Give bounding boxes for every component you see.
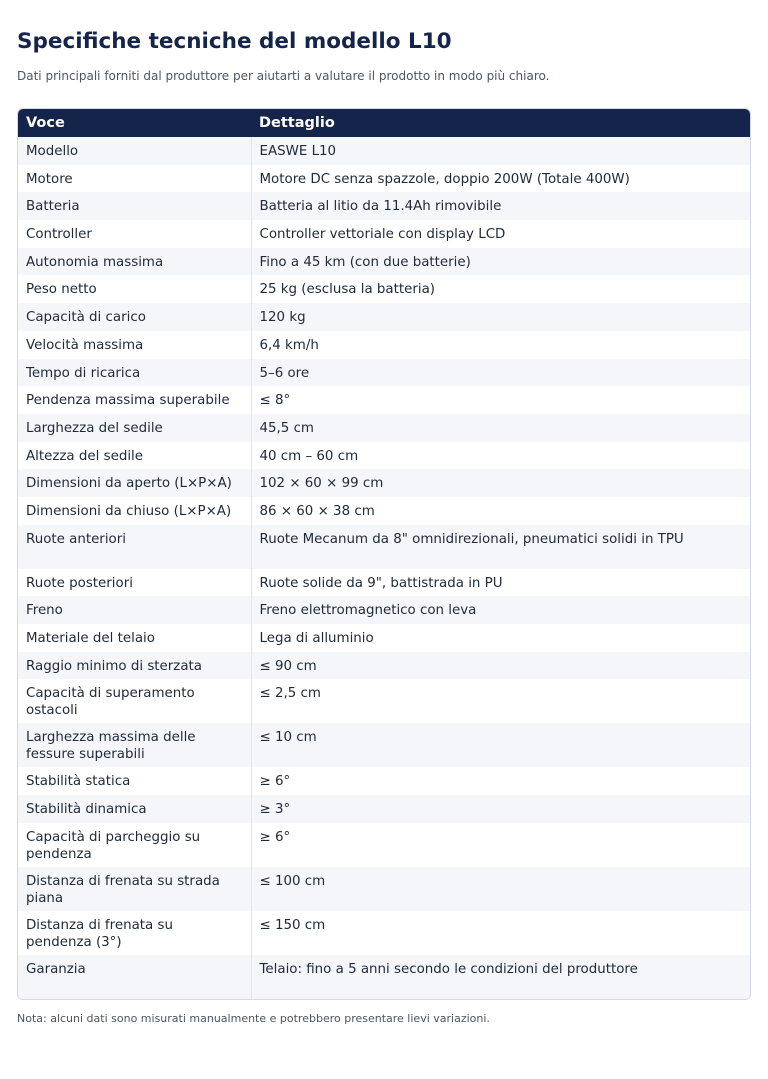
row-value: ≥ 6° bbox=[251, 823, 750, 867]
row-value: Freno elettromagnetico con leva bbox=[251, 596, 750, 624]
row-label: Distanza di frenata su strada piana bbox=[18, 867, 251, 911]
table-row bbox=[18, 679, 750, 723]
header-voce: Voce bbox=[18, 109, 251, 137]
table-row bbox=[18, 569, 750, 597]
row-label: Larghezza massima delle fessure superabili bbox=[18, 723, 251, 767]
row-label: Autonomia massima bbox=[18, 248, 251, 276]
row-label: Garanzia bbox=[18, 955, 251, 999]
row-label: Ruote anteriori bbox=[18, 525, 251, 569]
row-value: EASWE L10 bbox=[251, 137, 750, 165]
row-value: Ruote solide da 9", battistrada in PU bbox=[251, 569, 750, 597]
table-row bbox=[18, 723, 750, 767]
row-label: Larghezza del sedile bbox=[18, 414, 251, 442]
row-value: Fino a 45 km (con due batterie) bbox=[251, 248, 750, 276]
table-row bbox=[18, 414, 750, 442]
row-label: Velocità massima bbox=[18, 331, 251, 359]
row-value: 25 kg (esclusa la batteria) bbox=[251, 275, 750, 303]
row-label: Batteria bbox=[18, 192, 251, 220]
table-row bbox=[18, 192, 750, 220]
row-label: Pendenza massima superabile bbox=[18, 386, 251, 414]
table-row bbox=[18, 497, 750, 525]
table-row bbox=[18, 248, 750, 276]
row-label: Distanza di frenata su pendenza (3°) bbox=[18, 911, 251, 955]
footnote: Nota: alcuni dati sono misurati manualmente e potrebbero presentare lievi variazioni. bbox=[17, 1012, 490, 1025]
row-value: 86 × 60 × 38 cm bbox=[251, 497, 750, 525]
row-label: Raggio minimo di sterzata bbox=[18, 652, 251, 680]
table-row bbox=[18, 795, 750, 823]
row-label: Dimensioni da aperto (L×P×A) bbox=[18, 469, 251, 497]
table-row bbox=[18, 137, 750, 165]
table-row bbox=[18, 596, 750, 624]
table-row bbox=[18, 955, 750, 999]
table-row bbox=[18, 331, 750, 359]
row-value: ≤ 150 cm bbox=[251, 911, 750, 955]
row-value: 45,5 cm bbox=[251, 414, 750, 442]
table-row bbox=[18, 624, 750, 652]
row-value: ≥ 6° bbox=[251, 767, 750, 795]
table-row bbox=[18, 867, 750, 911]
table-row bbox=[18, 911, 750, 955]
row-value: Batteria al litio da 11.4Ah rimovibile bbox=[251, 192, 750, 220]
table-row bbox=[18, 220, 750, 248]
row-label: Capacità di carico bbox=[18, 303, 251, 331]
row-value: ≤ 8° bbox=[251, 386, 750, 414]
table-row bbox=[18, 303, 750, 331]
row-value: ≤ 100 cm bbox=[251, 867, 750, 911]
row-value: Ruote Mecanum da 8" omnidirezionali, pneumatici solidi in TPU bbox=[251, 525, 750, 569]
row-label: Stabilità dinamica bbox=[18, 795, 251, 823]
table-row bbox=[18, 652, 750, 680]
row-value: ≤ 10 cm bbox=[251, 723, 750, 767]
row-label: Dimensioni da chiuso (L×P×A) bbox=[18, 497, 251, 525]
row-label: Freno bbox=[18, 596, 251, 624]
table-row bbox=[18, 525, 750, 569]
row-label: Ruote posteriori bbox=[18, 569, 251, 597]
header-dettaglio: Dettaglio bbox=[251, 109, 750, 137]
row-label: Peso netto bbox=[18, 275, 251, 303]
table-row bbox=[18, 386, 750, 414]
table-row bbox=[18, 275, 750, 303]
table-row bbox=[18, 442, 750, 470]
table-row bbox=[18, 823, 750, 867]
spec-table-container bbox=[17, 108, 751, 1000]
row-value: Motore DC senza spazzole, doppio 200W (Totale 400W) bbox=[251, 165, 750, 193]
row-value: 5–6 ore bbox=[251, 359, 750, 387]
row-value: 40 cm – 60 cm bbox=[251, 442, 750, 470]
row-value: Controller vettoriale con display LCD bbox=[251, 220, 750, 248]
row-value: 102 × 60 × 99 cm bbox=[251, 469, 750, 497]
table-row bbox=[18, 359, 750, 387]
row-label: Capacità di parcheggio su pendenza bbox=[18, 823, 251, 867]
row-value: Telaio: fino a 5 anni secondo le condizioni del produttore bbox=[251, 955, 750, 999]
row-value: ≤ 2,5 cm bbox=[251, 679, 750, 723]
table-header-row bbox=[18, 109, 750, 137]
row-label: Capacità di superamento ostacoli bbox=[18, 679, 251, 723]
row-label: Tempo di ricarica bbox=[18, 359, 251, 387]
row-label: Stabilità statica bbox=[18, 767, 251, 795]
page-subtitle: Dati principali forniti dal produttore per aiutarti a valutare il prodotto in modo più chiaro. bbox=[17, 69, 550, 83]
row-label: Controller bbox=[18, 220, 251, 248]
row-value: 6,4 km/h bbox=[251, 331, 750, 359]
row-value: ≥ 3° bbox=[251, 795, 750, 823]
table-row bbox=[18, 165, 750, 193]
row-label: Modello bbox=[18, 137, 251, 165]
spec-table bbox=[18, 109, 750, 999]
row-value: Lega di alluminio bbox=[251, 624, 750, 652]
table-row bbox=[18, 469, 750, 497]
row-value: ≤ 90 cm bbox=[251, 652, 750, 680]
row-label: Altezza del sedile bbox=[18, 442, 251, 470]
table-row bbox=[18, 767, 750, 795]
row-label: Motore bbox=[18, 165, 251, 193]
row-label: Materiale del telaio bbox=[18, 624, 251, 652]
page-title: Specifiche tecniche del modello L10 bbox=[17, 29, 452, 54]
row-value: 120 kg bbox=[251, 303, 750, 331]
